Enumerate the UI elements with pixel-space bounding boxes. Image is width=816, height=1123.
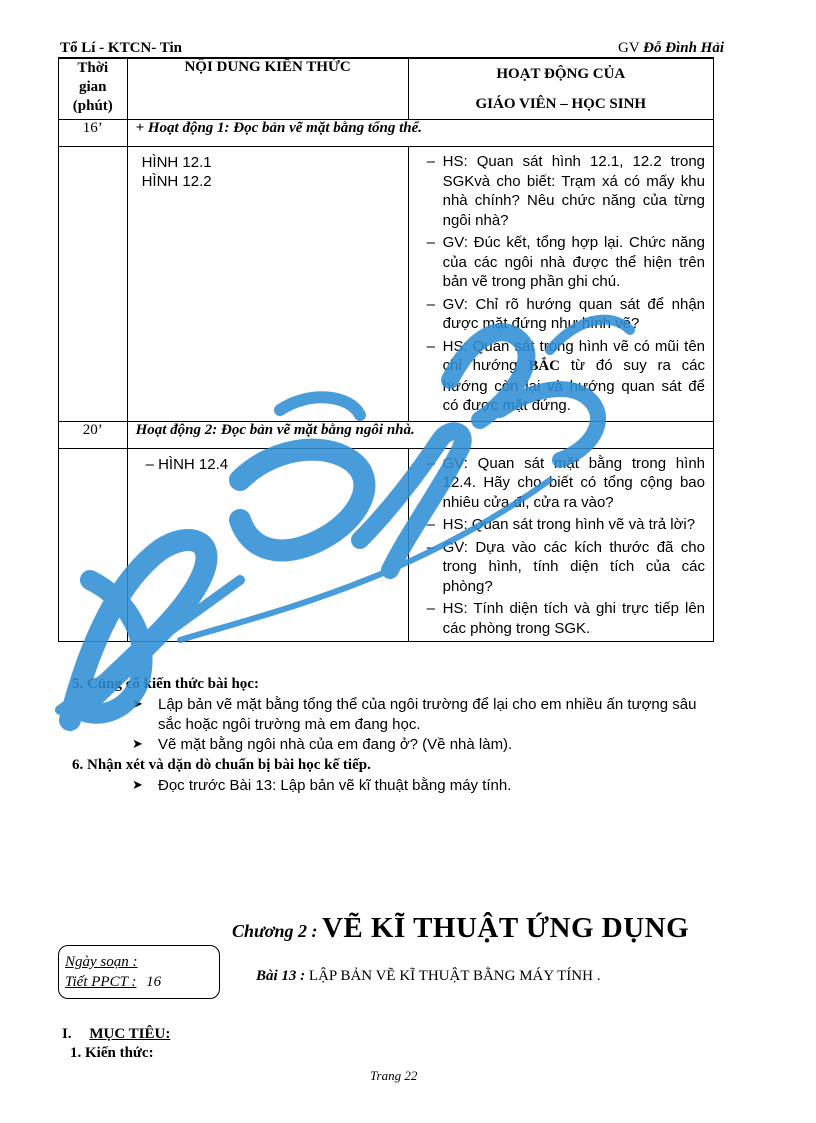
activity2-time: 20’ [59,421,128,448]
activity1-time-empty [59,147,128,422]
activity1-title-row [59,120,714,147]
section6-item-text: Đọc trước Bài 13: Lập bản vẽ kĩ thuật bằng máy tính. [158,777,512,794]
step-item: – HS: Quan sát trong hình vẽ có mũi tên chỉ hướng BẮC từ đó suy ra các hướng còn lại và hướng quan sát để có được mặt đứng. [429,337,705,416]
section5-item-text: Vẽ mặt bằng ngôi nhà của em đang ở? (Về nhà làm). [158,736,513,753]
activity2-title: Hoạt động 2: Đọc bản vẽ mặt bằng ngôi nhà. [127,421,713,448]
arrow-bullet-icon: ➤ [132,737,143,752]
section6-item [132,776,722,796]
objectives-title: MỤC TIÊU: [89,1026,171,1042]
chapter-label: Chương 2 : [232,921,322,941]
step-item: – GV: Dựa vào các kích thước đã cho trong hình, tính diện tích của các phòng? [429,538,705,597]
arrow-bullet-icon: ➤ [132,697,143,712]
step-item: – HS: Quan sát hình 12.1, 12.2 trong SGKvà cho biết: Trạm xá có mấy khu nhà chính? Nêu chức năng của từng ngôi nhà? [429,152,705,230]
section5-item [132,735,722,755]
objectives-num: I. [62,1026,72,1042]
col-activity-line2: GIÁO VIÊN – HỌC SINH [475,96,647,112]
chapter-heading [232,912,689,945]
table-header-row [59,59,714,120]
step-item: – HS: Tính diện tích và ghi trực tiếp lên các phòng trong SGK. [429,599,705,638]
lesson-info-box [58,945,220,999]
col-time-header: Thời gian (phút) [59,59,128,120]
section5-item-text: Lập bản vẽ mặt bằng tổng thể của ngôi trường để lại cho em nhiều ấn tượng sâu sắc hoặc ngôi trường mà em đang học. [158,696,697,733]
arrow-bullet-icon: ➤ [132,778,143,793]
section6-title: 6. Nhận xét và dặn dò chuẩn bị bài học kế tiếp. [72,757,371,773]
north-emphasis: BẮC [528,358,561,374]
teacher-name: Đỗ Đình Hải [643,40,724,56]
ppct-row [65,974,161,991]
col-activity-header [408,59,713,120]
lesson-label: Bài 13 : [256,968,309,984]
figure-ref: HÌNH 12.2 [141,173,212,190]
step-item: – HS: Quan sát trong hình vẽ và trả lời? [429,515,705,535]
activity2-steps [408,448,713,642]
teacher-prefix: GV [617,40,644,56]
header-department: Tổ Lí - KTCN- Tin [60,40,182,56]
ppct-value: 16 [146,974,162,990]
date-label: Ngày soạn : [65,954,138,970]
section5-item [132,695,722,735]
activity1-time: 16’ [59,120,128,147]
objectives-sub: 1. Kiến thức: [70,1045,154,1061]
lesson-title: LẬP BẢN VẼ KĨ THUẬT BẰNG MÁY TÍNH . [308,968,601,984]
activity1-content [127,147,408,422]
activity2-time-empty [59,448,128,642]
header-teacher [618,40,724,57]
step-item: – GV: Đúc kết, tổng hợp lại. Chức năng của các ngôi nhà được thể hiện trên bản vẽ trong phần ghi chú. [429,233,705,292]
step-item: – GV: Quan sát mặt bằng trong hình 12.4. Hãy cho biết có tổng cộng bao nhiêu cửa đi, cửa ra vào? [429,454,705,513]
activity2-content [127,448,408,642]
col-activity-line1: HOẠT ĐỘNG CỦA [496,66,626,82]
activity1-title: + Hoạt động 1: Đọc bản vẽ mặt bằng tổng thể. [127,120,713,147]
chapter-title: VẼ KĨ THUẬT ỨNG DỤNG [321,912,690,944]
activity2-title-row [59,421,714,448]
objectives-heading [62,1026,170,1043]
section5-title: 5. Củng cố kiến thức bài học: [72,676,259,692]
lesson-plan-table [58,58,714,642]
activity1-steps [408,147,713,422]
step-item: – GV: Chỉ rõ hướng quan sát để nhận được mặt đứng như hình vẽ? [429,295,705,334]
figure-ref: – HÌNH 12.4 [145,455,229,473]
activity1-body-row [59,147,714,422]
activity2-body-row [59,448,714,642]
page-number: Trang 22 [370,1068,418,1083]
col-content-header: NỘI DUNG KIẾN THỨC [127,59,408,120]
figure-ref: HÌNH 12.1 [141,154,212,171]
lesson-heading [256,968,600,985]
ppct-label: Tiết PPCT : [65,974,137,990]
